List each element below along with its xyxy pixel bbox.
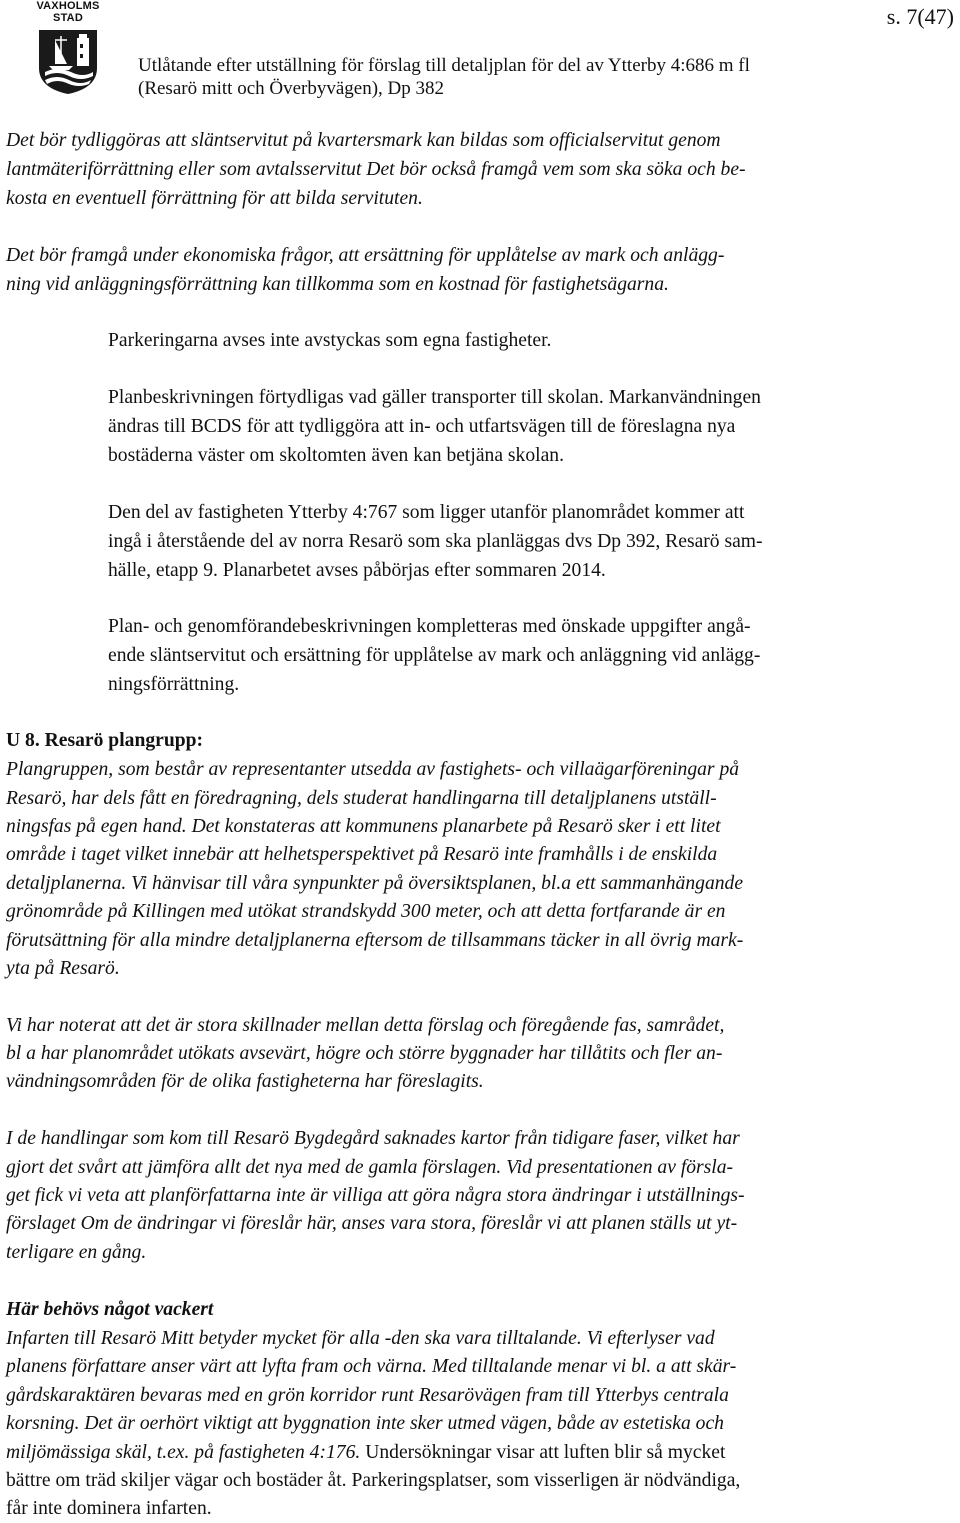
paragraph-10-line-1: Infarten till Resarö Mitt betyder mycket för alla -den ska vara tilltalande. Vi efterlyser vad (6, 1328, 715, 1349)
paragraph-8-line-3: vändningsområden för de olika fastigheterna har föreslagits. (6, 1071, 484, 1092)
paragraph-9-line-1: I de handlingar som kom till Resarö Bygdegård saknades kartor från tidigare faser, vilket har (6, 1128, 740, 1149)
coat-of-arms-icon (37, 28, 99, 96)
paragraph-11-line-1: bättre om träd skiljer vägar och bostäder åt. Parkeringsplatser, som visserligen är nödvändiga, (6, 1470, 741, 1491)
paragraph-4-line-2: ändras till BCDS för att tydliggöra att in- och utfartsvägen till de föreslagna nya (108, 416, 736, 437)
paragraph-5-line-1: Den del av fastigheten Ytterby 4:767 som ligger utanför planområdet kommer att (108, 502, 745, 523)
paragraph-1-line-3: kosta en eventuell förrättning för att bilda servituten. (6, 188, 423, 209)
paragraph-7-line-3: ningsfas på egen hand. Det konstateras att kommunens planarbete på Resarö sker i ett litet (6, 816, 721, 837)
paragraph-10-line-3: gårdskaraktären bevaras med en grön korridor runt Resarövägen fram till Ytterbys centrala (6, 1385, 729, 1406)
paragraph-1-line-2: lantmäteriförrättning eller som avtalsservitut Det bör också framgå vem som ska söka och be- (6, 159, 746, 180)
document-title-line1: Utlåtande efter utställning för förslag till detaljplan för del av Ytterby 4:686 m fl (138, 55, 750, 76)
subheading: Här behövs något vackert (6, 1299, 214, 1320)
paragraph-2-line-2: ning vid anläggningsförrättning kan tillkomma som en kostnad för fastighetsägarna. (6, 274, 669, 295)
municipality-logo (30, 0, 106, 96)
paragraph-10-italic-part: miljömässiga skäl, t.ex. på fastigheten 4:176. (6, 1442, 361, 1463)
paragraph-7-line-5: detaljplanerna. Vi hänvisar till våra synpunkter på översiktsplanen, bl.a ett sammanhängande (6, 873, 744, 894)
paragraph-10-line-4: korsning. Det är oerhört viktigt att byggnation inte sker utmed vägen, både av estetiska och (6, 1413, 724, 1434)
paragraph-10-normal-part: Undersökningar visar att luften blir så mycket (360, 1442, 726, 1463)
paragraph-5-line-2: ingå i återstående del av norra Resarö som ska planläggas dvs Dp 392, Resarö sam- (108, 531, 763, 552)
paragraph-6-line-2: ende släntservitut och ersättning för upplåtelse av mark och anläggning vid anlägg- (108, 645, 761, 666)
paragraph-6-line-1: Plan- och genomförandebeskrivningen kompletteras med önskade uppgifter angå- (108, 616, 751, 637)
paragraph-7-line-2: Resarö, har dels fått en föredragning, dels studerat handlingarna till detaljplanens utställ- (6, 788, 717, 809)
paragraph-7-line-1: Plangruppen, som består av representanter utsedda av fastighets- och villaägarföreningar på (6, 759, 740, 780)
paragraph-11-line-2: får inte dominera infarten. (6, 1498, 212, 1519)
paragraph-10-line-2: planens författare anser värt att lyfta fram och värna. Med tilltalande menar vi bl. a att skär- (6, 1356, 737, 1377)
section-heading: U 8. Resarö plangrupp: (6, 730, 204, 751)
paragraph-4-line-3: bostäderna väster om skoltomten även kan betjäna skolan. (108, 445, 564, 466)
paragraph-8-line-2: bl a har planområdet utökats avsevärt, högre och större byggnader har tillåtits och fler an- (6, 1043, 723, 1064)
paragraph-9-line-3: get fick vi veta att planförfattarna inte är villiga att göra några stora ändringar i utställnings- (6, 1185, 745, 1206)
paragraph-4-line-1: Planbeskrivningen förtydligas vad gäller transporter till skolan. Markanvändningen (108, 387, 761, 408)
paragraph-7-line-7: förutsättning för alla mindre detaljplanerna eftersom de tillsammans täcker in all övrig mark- (6, 930, 744, 951)
paragraph-7-line-8: yta på Resarö. (6, 958, 120, 979)
paragraph-1-line-1: Det bör tydliggöras att släntservitut på kvartersmark kan bildas som officialservitut genom (6, 130, 721, 151)
paragraph-7-line-6: grönområde på Killingen med utökat strandskydd 300 meter, och att detta fortfarande är en (6, 901, 726, 922)
paragraph-9-line-4: förslaget Om de ändringar vi föreslår här, anses vara stora, föreslår vi att planen ställs ut yt- (6, 1213, 738, 1234)
paragraph-3-line-1: Parkeringarna avses inte avstyckas som egna fastigheter. (108, 330, 552, 351)
paragraph-9-line-2: gjort det svårt att jämföra allt det nya med de gamla förslagen. Vid presentationen av försla- (6, 1157, 734, 1178)
logo-text-line2: STAD (53, 12, 83, 24)
paragraph-9-line-5: terligare en gång. (6, 1242, 147, 1263)
paragraph-5-line-3: hälle, etapp 9. Planarbetet avses påbörjas efter sommaren 2014. (108, 560, 606, 581)
paragraph-10-line-5 (6, 1438, 725, 1467)
paragraph-8-line-1: Vi har noterat att det är stora skillnader mellan detta förslag och föregående fas, samrådet, (6, 1015, 725, 1036)
logo-text-line1: VAXHOLMS (36, 0, 100, 12)
page-number: s. 7(47) (886, 4, 954, 29)
paragraph-6-line-3: ningsförrättning. (108, 674, 240, 695)
document-title-line2: (Resarö mitt och Överbyvägen), Dp 382 (138, 78, 445, 99)
paragraph-7-line-4: område i taget vilket innebär att helhetsperspektivet på Resarö inte framhålls i de enskilda (6, 844, 718, 865)
paragraph-2-line-1: Det bör framgå under ekonomiska frågor, att ersättning för upplåtelse av mark och anlägg- (6, 245, 725, 266)
